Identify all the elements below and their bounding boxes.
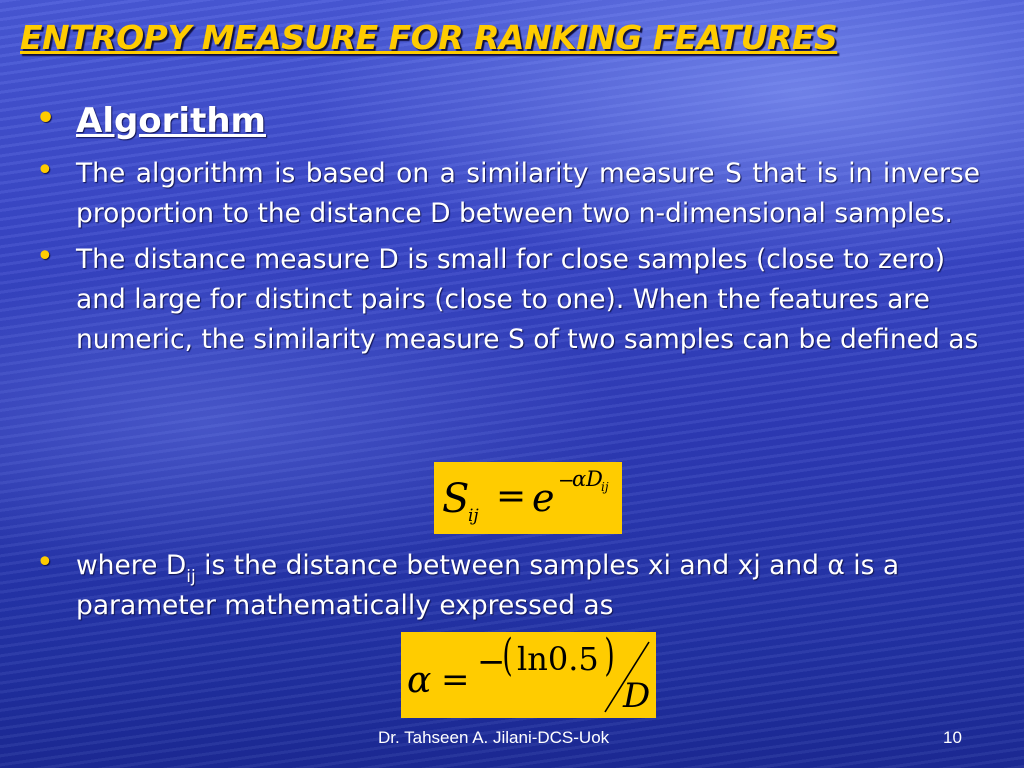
bullet-icon: • [36, 153, 54, 188]
eq2-denominator: D [623, 676, 651, 716]
bullet-item-3 [36, 546, 980, 626]
eq2-minus: − [477, 642, 506, 682]
slide-content [36, 96, 980, 366]
eq1-s-subscript: ij [468, 506, 479, 526]
eq1-exp-minus: − [558, 468, 575, 492]
similarity-equation [434, 462, 622, 534]
eq2-right-paren: ) [604, 630, 615, 681]
eq2-equals: = [441, 660, 470, 700]
eq2-numerator: ln0.5 [517, 640, 599, 678]
bullet-item-3-wrap [36, 546, 980, 632]
eq1-exp-d: D [586, 467, 603, 491]
eq1-equals: = [496, 476, 527, 517]
heading-text: Algorithm [76, 101, 266, 141]
eq1-exp-d-subscript: ij [601, 480, 609, 494]
bullet-text-1: The algorithm is based on a similarity measure S that is in inverse proportion to the distance D between two n-dimensional samples. [76, 158, 980, 229]
eq1-exp-alpha: α [572, 467, 587, 491]
bullet-icon: • [36, 239, 54, 274]
slide-title: ENTROPY MEASURE FOR RANKING FEATURES [20, 18, 838, 57]
bullet-text-2: The distance measure D is small for close samples (close to zero) and large for distinct pairs (close to one). When the features are numeric, the similarity measure S of two samples can be defined as [76, 244, 979, 355]
bullet-icon: • [36, 101, 56, 136]
bullet-text-3-suffix: is the distance between samples xi and xj and α is a parameter mathematically expressed as [76, 550, 900, 621]
alpha-equation [401, 632, 656, 718]
bullet-item-2 [36, 240, 980, 360]
page-number: 10 [943, 728, 962, 747]
slide-footer: Dr. Tahseen A. Jilani-DCS-Uok [378, 728, 610, 747]
bullet-icon: • [36, 545, 54, 580]
bullet-text-3-subscript: ij [186, 567, 196, 587]
eq2-alpha: α [407, 660, 432, 701]
eq2-left-paren: ( [502, 630, 513, 681]
eq1-base-e: e [532, 476, 555, 520]
heading-item [36, 96, 980, 146]
bullet-item-1 [36, 154, 980, 234]
bullet-text-3-prefix: where D [76, 550, 187, 581]
eq1-s: S [442, 476, 470, 522]
